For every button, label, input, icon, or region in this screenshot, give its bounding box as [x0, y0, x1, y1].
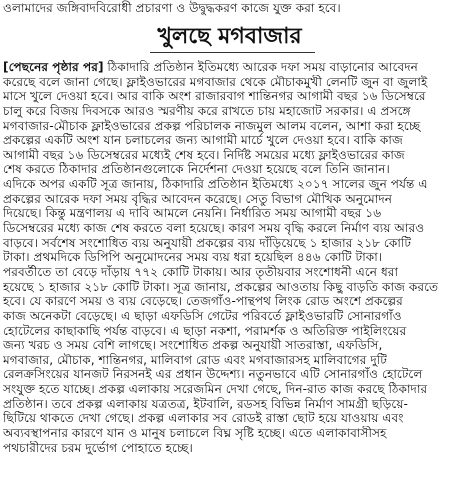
article-line: [3, 367, 456, 382]
article-line: [3, 338, 456, 353]
article-line-text: পথচারীদের চরম দুর্ভোগ পোহাতে হচ্ছে।: [3, 440, 193, 455]
article-line: [3, 441, 456, 456]
article-line: [3, 353, 456, 368]
article-line-text: পরবর্তীতে তা বেড়ে দাঁড়ায় ৭৭২ কোটি টাকায়। আর তৃতীয়বার সংশোধনী এনে ধরা: [3, 264, 399, 279]
article-line: [3, 309, 456, 324]
article-line: [3, 280, 456, 295]
article-line: [3, 250, 456, 265]
article-line-text: টাকা। প্রথমদিকে ডিপিপি অনুমোদনের সময় ব্যয় ধরা হয়েছিল ৪৪৬ কোটি টাকা।: [3, 250, 383, 265]
article-line-text: হবে। যে কারণে সময় ও ব্যয় বেড়েছে। তেজগাঁও-পান্থপথ লিংক রোড অংশে প্রকল্পের: [3, 294, 403, 309]
article-line: [3, 75, 456, 90]
article-line-text: হোটেলের কাছাকাছি পর্যন্ত বাড়বে। এ ছাড়া নকশা, পরামর্শক ও অতিরিক্ত পাইলিংয়ের: [3, 323, 407, 338]
article-line: [3, 221, 456, 236]
article-line-text: কাজ অনেকটা বেড়েছে। এ ছাড়া এফডিসি গেটের পরিবর্তে ফ্লাইওভারটি সোনারগাঁও: [3, 308, 402, 323]
article-line-text: প্রতিষ্ঠান। তবে প্রকল্প এলাকায় যত্রতত্র, ইটবালি, রডসহ বিভিন্ন নির্মাণ সামগ্রী ছড়িয়ে-: [3, 396, 408, 411]
previous-article-end-line: ওলামাদের জঙ্গিবাদবিরোধী প্রচারণা ও উদ্বুদ্ধকরণ কাজে যুক্ত করা হবে।: [3, 1, 341, 15]
article-line: [3, 294, 456, 309]
article-line: [3, 426, 456, 441]
article-line: [3, 162, 456, 177]
article-line-text: মগবাজার-মৌচাক ফ্লাইওভারের প্রকল্প পরিচালক নাজমুল আলম বলেন, আশা করা হচ্ছে: [3, 118, 421, 133]
article-line: [3, 177, 456, 192]
article-line-text: আগামী বছর ১৬ ডিসেম্বরের মধ্যেই শেষ হবে। নির্দিষ্ট সময়ের মধ্যে ফ্লাইওভারের কাজ: [3, 147, 405, 162]
article-line: [3, 148, 456, 163]
article-line-text: প্রকল্পের আরেক দফা সময় বৃদ্ধির আবেদন করেছে। সেতু বিভাগ মৌখিক অনুমোদন: [3, 191, 393, 206]
article-line: [3, 324, 456, 339]
article-line: [3, 192, 456, 207]
headline-underline: [150, 52, 315, 53]
article-body: [3, 60, 456, 455]
article-line-text: চালু করে বিজয় দিবসকে আরও স্মরণীয় করে রাখতে চায় মহাজোট সরকার। এ প্রসঙ্গে: [3, 103, 411, 118]
article-line: [3, 206, 456, 221]
article-line: [3, 89, 456, 104]
article-line: [3, 104, 456, 119]
article-line: [3, 60, 456, 75]
article-line-text: শেষ করতে ঠিকাদার প্রতিষ্ঠানগুলোকে নির্দেশনা দেওয়া হয়েছে বলে তিনি জানান।: [3, 162, 390, 177]
article-line: [3, 236, 456, 251]
article-line-text: হয়েছে ১ হাজার ২১৮ কোটি টাকা। সূত্র জানায়, প্রকল্পের আওতায় কিছু বাড়তি কাজ করতে: [3, 279, 439, 294]
article-line-text: প্রকল্পের একটি অংশ যান চলাচলের জন্য আগামী মার্চে খুলে দেওয়া হবে। বাকি কাজ: [3, 133, 403, 148]
article-line-text: ডিসেম্বরের মধ্যে কাজ শেষ করতে বলা হয়েছে। কারণ সময় বৃদ্ধি করলে নির্মাণ ব্যয় আরও: [3, 221, 425, 236]
article-line: [3, 265, 456, 280]
article-line: [3, 397, 456, 412]
article-line-text: দিয়েছে। কিন্তু মন্ত্রণালয় এ দাবি আমলে নেয়নি। নির্ধারিত সময় আগামী বছর ১৬: [3, 206, 382, 221]
article-line-text: অব্যবস্থাপনার কারণে যান ও মানুষ চলাচলে বিঘ্ন সৃষ্টি হচ্ছে। এতে এলাকাবাসীসহ: [3, 426, 387, 441]
article-line: [3, 382, 456, 397]
article-line-text: সংযুক্ত হতে যাচ্ছে। প্রকল্প এলাকায় সরেজমিন দেখা গেছে, দিন-রাত কাজ করছে ঠিকাদার: [3, 382, 428, 397]
article-headline: খুলছে মগবাজার: [157, 24, 302, 49]
article-line-text: এদিকে অপর একটি সূত্র জানায়, ঠিকাদারি প্রতিষ্ঠান ইতিমধ্যে ২০১৭ সালের জুন পর্যন্ত এ: [3, 177, 428, 192]
article-line: [3, 411, 456, 426]
article-line-text: মগবাজার, মৌচাক, শান্তিনগর, মালিবাগ রোড এবং মগবাজারসহ মালিবাগের দুটি: [3, 352, 387, 367]
continued-from-kicker: [পেছনের পৃষ্ঠার পর]: [3, 60, 104, 74]
article-line: [3, 133, 456, 148]
article-line-text: ছিটিয়ে থাকতে দেখা গেছে। প্রকল্প এলাকার সব রোডই রাস্তা ছোট হয়ে যাওয়ায় এবং: [3, 411, 404, 426]
article-line-text: ঠিকাদারি প্রতিষ্ঠান ইতিমধ্যে আরেক দফা সময় বাড়ানোর আবেদন: [103, 60, 418, 74]
article-line: [3, 119, 456, 134]
article-line-text: করেছে বলে জানা গেছে। ফ্লাইওভারের মগবাজার থেকে মৌচাকমুখী লেনটি জুন বা জুলাই: [3, 74, 428, 89]
article-line-text: জন্য খরচ ও সময় বেশি লাগছে। সংশোধিত প্রকল্প অনুযায়ী সাতরাস্তা, এফডিসি,: [3, 338, 383, 353]
article-line-text: মাসে খুলে দেওয়া হবে। আর বাকি অংশ রাজারবাগ শান্তিনগর আগামী বছর ১৬ ডিসেম্বরে: [3, 89, 426, 104]
article-line-text: বাড়বে। সর্বশেষ সংশোধিত ব্যয় অনুযায়ী প্রকল্পের ব্যয় দাঁড়িয়েছে ১ হাজার ২১৮ কোটি: [3, 235, 412, 250]
article-line-text: রেলক্রসিংয়ের যানজট নিরসনই এর প্রধান উদ্দেশ্য। নতুনভাবে এটি সোনারগাঁও হোটেলে: [3, 367, 423, 382]
